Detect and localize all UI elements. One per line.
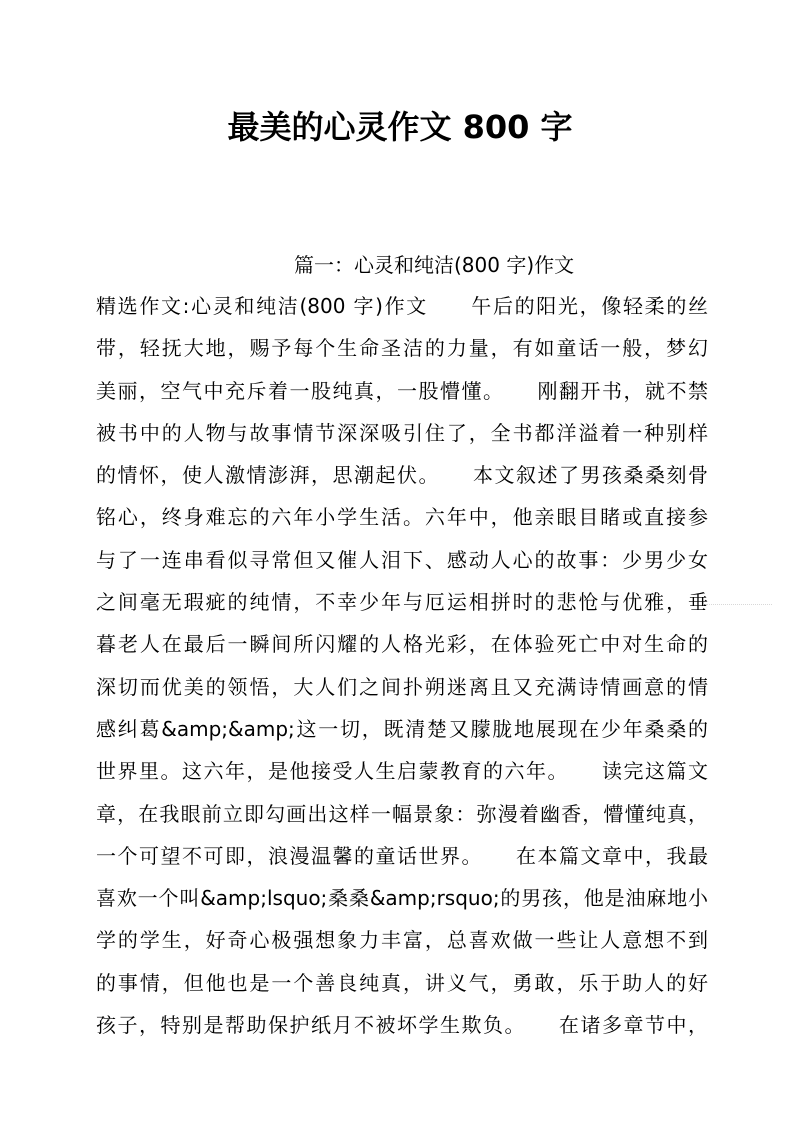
text-line: 喜欢一个叫&amp;lsquo;桑桑&amp;rsquo;的男孩，他是油麻地小 xyxy=(96,886,708,911)
dotted-divider xyxy=(706,604,772,605)
text-line: 章，在我眼前立即勾画出这样一幅景象：弥漫着幽香，懵懂纯真， xyxy=(96,801,708,826)
text-line: 深切而优美的领悟，大人们之间扑朔迷离且又充满诗情画意的情 xyxy=(96,674,708,699)
text-line: 被书中的人物与故事情节深深吸引住了，全书都洋溢着一种别样 xyxy=(96,420,708,445)
text-line: 的情怀，使人激情澎湃，思潮起伏。 本文叙述了男孩桑桑刻骨 xyxy=(96,463,708,488)
text-line: 铭心，终身难忘的六年小学生活。六年中，他亲眼目睹或直接参 xyxy=(96,505,708,530)
text-line: 美丽，空气中充斥着一股纯真，一股懵懂。 刚翻开书，就不禁 xyxy=(96,378,708,403)
text-line: 带，轻抚大地，赐予每个生命圣洁的力量，有如童话一般，梦幻 xyxy=(96,336,708,361)
text-line: 学的学生，好奇心极强想象力丰富，总喜欢做一些让人意想不到 xyxy=(96,928,708,953)
document-title: 最美的心灵作文 800 字 xyxy=(227,108,573,146)
text-line: 之间毫无瑕疵的纯情，不幸少年与厄运相拼时的悲怆与优雅，垂 xyxy=(96,590,708,615)
body-text xyxy=(96,291,708,1052)
text-line: 精选作文:心灵和纯洁(800 字)作文 午后的阳光，像轻柔的丝 xyxy=(96,294,708,318)
text-line: 的事情，但他也是一个善良纯真，讲义气，勇敢，乐于助人的好 xyxy=(96,970,708,995)
section-heading: 篇一：心灵和纯洁(800 字)作文 xyxy=(294,253,575,277)
text-line: 与了一连串看似寻常但又催人泪下、感动人心的故事：少男少女 xyxy=(96,547,708,572)
text-line: 一个可望不可即，浪漫温馨的童话世界。 在本篇文章中，我最 xyxy=(96,843,708,868)
text-line: 感纠葛&amp;&amp;这一切，既清楚又朦胧地展现在少年桑桑的 xyxy=(96,716,708,741)
text-line: 孩子，特别是帮助保护纸月不被坏学生欺负。 在诸多章节中， xyxy=(96,1013,708,1038)
text-line: 暮老人在最后一瞬间所闪耀的人格光彩，在体验死亡中对生命的 xyxy=(96,632,708,657)
text-line: 世界里。这六年，是他接受人生启蒙教育的六年。 读完这篇文 xyxy=(96,759,708,784)
